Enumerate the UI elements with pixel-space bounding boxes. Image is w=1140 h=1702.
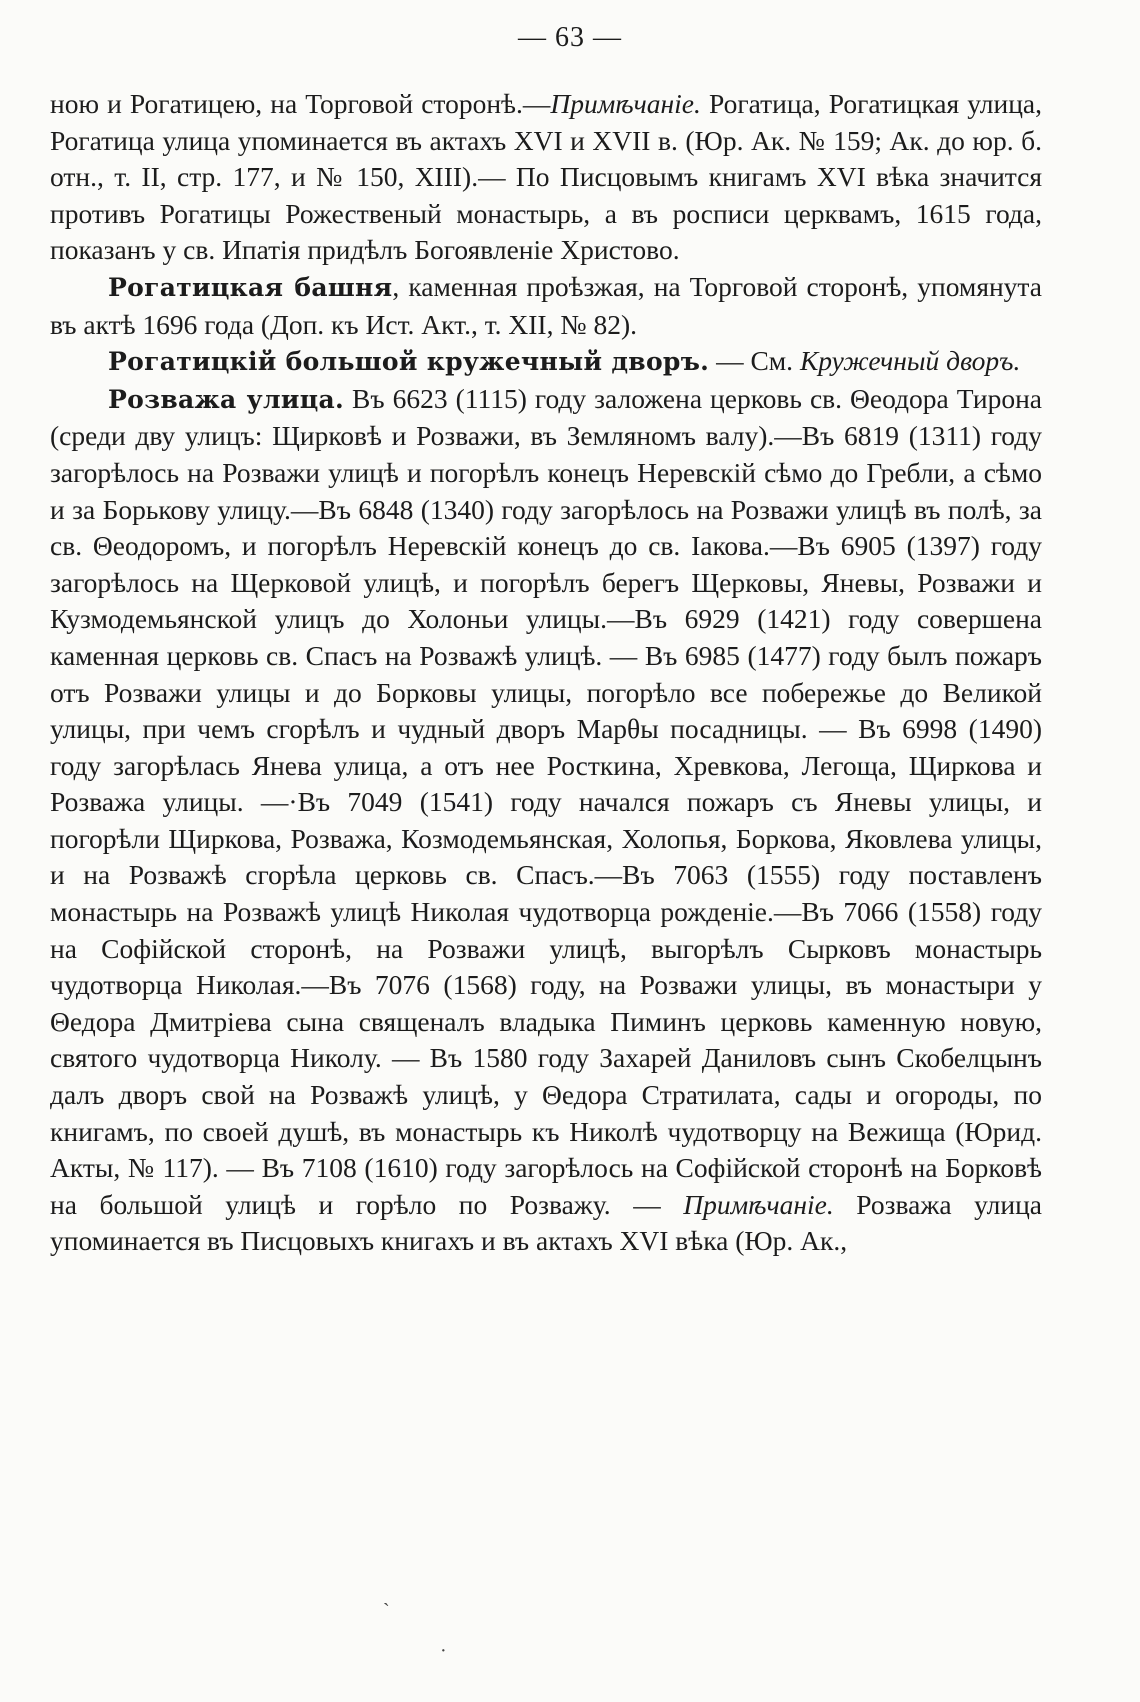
paragraph-rogatitsa-continued (50, 86, 1042, 269)
cross-reference: Кружечный дворъ. (799, 345, 1021, 377)
scan-speck: · (440, 1640, 447, 1662)
entry-rogatitskaya-bashnya (50, 269, 1042, 343)
note-label: Примѣчаніе. (550, 88, 701, 119)
text-span: , каменная проѣзжая, на Торговой сторонѣ, упомянута въ актѣ 1696 года (Доп. къ Ист. Акт., т. XII, № 82). (50, 270, 1042, 340)
text-block (50, 86, 1042, 1260)
page-number: — 63 — (518, 22, 622, 53)
text-span: — См. (709, 345, 800, 377)
entry-heading: Рогатицкая башня (108, 272, 393, 302)
entry-rogatitskiy-dvor (50, 343, 1042, 381)
text-span: Рогатица, Рогатицкая улица, Рогатица улица упоминается въ актахъ XVI и XVII в. (Юр. Ак. № 159; Ак. до юр. б. отн., т. II, стр. 177, и № 150, XIII).— По Писцовымъ книгамъ XVI вѣка значится противъ Рогатицы Рожественый монастырь, а въ росписи церквамъ, 1615 года, показанъ у св. Ипатія придѣлъ Богоявленіе Христово. (50, 88, 1042, 266)
note-label: Примѣчаніе. (683, 1188, 834, 1220)
scan-speck: ˋ (383, 1600, 390, 1622)
text-span: ною и Рогатицею, на Торговой сторонѣ.— (50, 88, 551, 119)
entry-heading: Розважа улица. (108, 384, 345, 414)
text-span: Розважа улица упоминается въ Писцовыхъ книгахъ и въ актахъ XVI вѣка (Юр. Ак., (50, 1188, 1042, 1257)
entry-heading: Рогатицкій большой кружечный дворъ. (108, 347, 710, 377)
text-span: Въ 6623 (1115) году заложена церковь св. Θеодора Тирона (среди дву улицъ: Щирковѣ и Розважи, въ Земляномъ валу).—Въ 6819 (1311) году загорѣлось на Розважи улицѣ и погорѣлъ конецъ Неревскій сѣмо до Гребли, а сѣмо и за Борькову улицу.—Въ 6848 (1340) году загорѣлось на Розважи улицѣ въ полѣ, за св. Θеодоромъ, и погорѣлъ Неревскій конецъ до св. Іакова.—Въ 6905 (1397) году загорѣлось на Щерковой улицѣ, и погорѣлъ берегъ Щерковы, Яневы, Розважи и Кузмодемьянской улицъ до Холоньи улицы.—Въ 6929 (1421) году совершена каменная церковь св. Спасъ на Розважѣ улицѣ. — Въ 6985 (1477) году былъ пожаръ отъ Розважи улицы и до Борковы улицы, погорѣло все побережье до Великой улицы, при чемъ сгорѣлъ и чудный дворъ Марθы посадницы. — Въ 6998 (1490) году загорѣлась Янева улица, а отъ нее Росткина, Хревкова, Легоща, Щиркова и Розважа улицы. —·Въ 7049 (1541) году начался пожаръ съ Яневы улицы, и погорѣли Щиркова, Розважа, Козмодемьянская, Холопья, Боркова, Яковлева улицы, и на Розважѣ сгорѣла церковь св. Спасъ.—Въ 7063 (1555) году поставленъ монастырь на Розважѣ улицѣ Николая чудотворца рожденіе.—Въ 7066 (1558) году на Софійской сторонѣ, на Розважи улицѣ, выгорѣлъ Сырковъ монастырь чудотворца Николая.—Въ 7076 (1568) году, на Розважи улицы, въ монастыри у Θедора Дмитріева сына священалъ владыка Пиминъ церковь каменную новую, святого чудотворца Николу. — Въ 1580 году Захарей Даниловъ сынъ Скобелцынъ далъ дворъ свой на Розважѣ улицѣ, у Θедора Стратилата, сады и огороды, по книгамъ, по своей душѣ, въ монастырь къ Николѣ чудотворцу на Вежища (Юрид. Акты, № 117). — Въ 7108 (1610) году загорѣлось на Софійской сторонѣ на Борковѣ на большой улицѣ и горѣло по Розважу. — (50, 382, 1043, 1220)
entry-rozvazha-ulitsa (50, 381, 1042, 1260)
